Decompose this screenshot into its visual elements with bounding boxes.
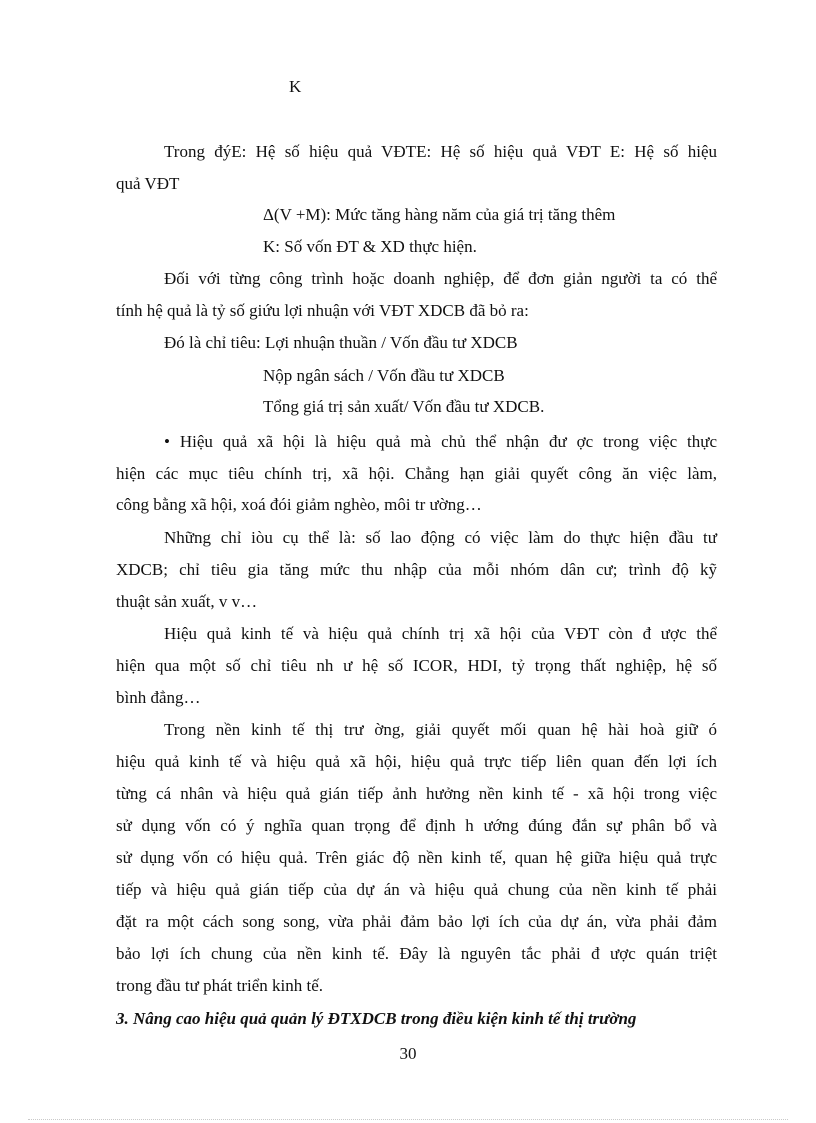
body-line: hiện qua một số chỉ tiêu nh ư hệ số ICOR, HDI, tỷ trọng thất nghiệp, hệ số xyxy=(116,656,717,675)
page-number: 30 xyxy=(399,1044,417,1063)
body-line: tiếp và hiệu quả gián tiếp của dự án và hiệu quả chung của nền kinh tế phải xyxy=(116,880,717,899)
body-line: • Hiệu quả xã hội là hiệu quả mà chủ thể nhận đư ợc trong việc thực xyxy=(164,432,717,451)
body-line: công bằng xã hội, xoá đói giảm nghèo, môi tr ường… xyxy=(116,495,482,514)
body-line: bình đẳng… xyxy=(116,688,201,707)
body-line: Nộp ngân sách / Vốn đầu tư XDCB xyxy=(263,366,505,385)
body-line: sử dụng vốn có ý nghĩa quan trọng để định h ướng đúng đắn sự phân bổ và xyxy=(116,816,717,835)
section-heading: 3. Nâng cao hiệu quả quản lý ĐTXDCB trong điều kiện kinh tế thị trường xyxy=(116,1009,637,1028)
body-line: sử dụng vốn có hiệu quả. Trên giác độ nền kinh tế, quan hệ giữa hiệu quả trực xyxy=(116,848,717,867)
body-line: Hiệu quả kinh tế và hiệu quả chính trị xã hội của VĐT còn đ ược thể xyxy=(164,624,717,643)
page-edge-rule xyxy=(28,1119,788,1120)
body-line: hiệu quả kinh tế và hiệu quả xã hội, hiệu quả trực tiếp liên quan đến lợi ích xyxy=(116,752,717,771)
body-line: Trong nền kinh tế thị trư ờng, giải quyết mối quan hệ hài hoà giữ ó xyxy=(164,720,717,739)
body-line: bảo lợi ích chung của nền kinh tế. Đây là nguyên tắc phải đ ược quán triệt xyxy=(116,944,717,963)
body-line: K: Số vốn ĐT & XD thực hiện. xyxy=(263,237,477,256)
formula-denominator: K xyxy=(289,77,302,96)
body-line: XDCB; chỉ tiêu gia tăng mức thu nhập của mỗi nhóm dân cư; trình độ kỹ xyxy=(116,560,717,579)
body-line: Trong đýE: Hệ số hiệu quả VĐTE: Hệ số hiệu quả VĐT E: Hệ số hiệu xyxy=(164,142,717,161)
body-line: Δ(V +M): Mức tăng hàng năm của giá trị tăng thêm xyxy=(263,205,616,224)
body-line: Những chỉ iòu cụ thể là: số lao động có việc làm do thực hiện đầu tư xyxy=(164,528,717,547)
body-line: trong đầu tư phát triển kinh tế. xyxy=(116,976,324,995)
body-line: từng cá nhân và hiệu quả gián tiếp ảnh hưởng nền kinh tế - xã hội trong việc xyxy=(116,784,717,803)
body-line: tính hệ quả là tỷ số giứu lợi nhuận với VĐT XDCB đã bỏ ra: xyxy=(116,301,529,320)
body-line: Đối với từng công trình hoặc doanh nghiệp, để đơn giản người ta có thể xyxy=(164,269,717,288)
body-line: quả VĐT xyxy=(116,174,180,193)
body-line: hiện các mục tiêu chính trị, xã hội. Chẳng hạn giải quyết công ăn việc làm, xyxy=(116,464,717,483)
body-line: thuật sản xuất, v v… xyxy=(116,592,258,611)
body-line: Tổng giá trị sản xuất/ Vốn đầu tư XDCB. xyxy=(263,397,545,416)
body-line: đặt ra một cách song song, vừa phải đảm bảo lợi ích của dự án, vừa phải đảm xyxy=(116,912,717,931)
body-line: Đó là chỉ tiêu: Lợi nhuận thuần / Vốn đầu tư XDCB xyxy=(164,333,518,352)
